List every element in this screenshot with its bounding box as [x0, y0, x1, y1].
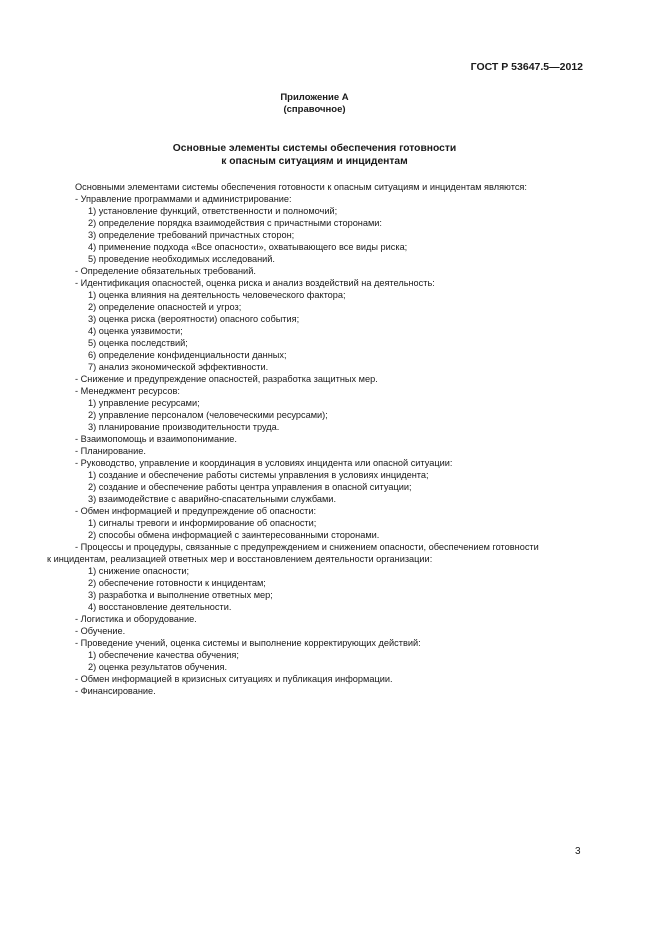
appendix-heading [0, 92, 629, 116]
list-subitem: 3) взаимодействие с аварийно-спасательными службами. [88, 494, 336, 504]
list-item-heading: - Обмен информацией и предупреждение об опасности: [75, 506, 317, 516]
list-subitem: 3) оценка риска (вероятности) опасного события; [88, 314, 300, 324]
list-subitem: 5) оценка последствий; [88, 338, 188, 348]
list-item-heading: - Планирование. [75, 446, 146, 456]
list-subitem: 5) проведение необходимых исследований. [88, 254, 275, 264]
list-subitem: 1) управление ресурсами; [88, 398, 200, 408]
list-subitem: 1) снижение опасности; [88, 566, 190, 576]
page-number: 3 [575, 846, 581, 857]
list-item-heading: - Финансирование. [75, 686, 156, 696]
list-item-heading: - Управление программами и администрирование: [75, 194, 292, 204]
document-standard-code: ГОСТ Р 53647.5—2012 [470, 61, 583, 73]
appendix-subtitle: (справочное) [283, 104, 346, 115]
list-item-heading: - Взаимопомощь и взаимопонимание. [75, 434, 237, 444]
list-item-heading: - Руководство, управление и координация в условиях инцидента или опасной ситуации: [75, 458, 453, 468]
page-title-line-1: Основные элементы системы обеспечения готовности [172, 143, 457, 154]
list-item-heading: - Обучение. [75, 626, 126, 636]
list-subitem: 2) способы обмена информацией с заинтересованными сторонами. [88, 530, 380, 540]
list-subitem: 4) применение подхода «Все опасности», охватывающего все виды риска; [88, 242, 408, 252]
appendix-title: Приложение А [280, 92, 349, 103]
list-item-continuation: к инцидентам, реализацией ответных мер и восстановлением деятельности организации: [47, 554, 433, 564]
list-subitem: 1) сигналы тревоги и информирование об опасности; [88, 518, 317, 528]
list-subitem: 6) определение конфиденциальности данных; [88, 350, 287, 360]
list-subitem: 3) планирование производительности труда. [88, 422, 280, 432]
list-subitem: 1) оценка влияния на деятельность человеческого фактора; [88, 290, 346, 300]
list-subitem: 2) управление персоналом (человеческими ресурсами); [88, 410, 328, 420]
list-subitem: 2) оценка результатов обучения. [88, 662, 228, 672]
list-subitem: 1) обеспечение качества обучения; [88, 650, 239, 660]
list-subitem: 7) анализ экономической эффективности. [88, 362, 269, 372]
intro-paragraph: Основными элементами системы обеспечения готовности к опасным ситуациям и инцидентам являются: [75, 182, 527, 192]
list-subitem: 1) создание и обеспечение работы системы управления в условиях инцидента; [88, 470, 429, 480]
list-item-heading: - Снижение и предупреждение опасностей, разработка защитных мер. [75, 374, 378, 384]
list-item-heading: - Процессы и процедуры, связанные с предупреждением и снижением опасности, обеспечением готовности [75, 542, 539, 552]
list-subitem: 1) установление функций, ответственности и полномочий; [88, 206, 338, 216]
page-title-line-2: к опасным ситуациям и инцидентам [221, 156, 408, 167]
document-body [0, 181, 661, 697]
list-subitem: 3) разработка и выполнение ответных мер; [88, 590, 273, 600]
list-subitem: 2) определение порядка взаимодействия с причастными сторонами: [88, 218, 382, 228]
list-subitem: 2) определение опасностей и угроз; [88, 302, 242, 312]
list-subitem: 3) определение требований причастных сторон; [88, 230, 295, 240]
page-title [0, 142, 629, 168]
list-subitem: 4) восстановление деятельности. [88, 602, 232, 612]
list-subitem: 4) оценка уязвимости; [88, 326, 183, 336]
list-item-heading: - Проведение учений, оценка системы и выполнение корректирующих действий: [75, 638, 421, 648]
list-item-heading: - Логистика и оборудование. [75, 614, 197, 624]
list-subitem: 2) обеспечение готовности к инцидентам; [88, 578, 266, 588]
list-item-heading: - Определение обязательных требований. [75, 266, 256, 276]
list-subitem: 2) создание и обеспечение работы центра управления в опасной ситуации; [88, 482, 412, 492]
list-item-heading: - Обмен информацией в кризисных ситуациях и публикация информации. [75, 674, 393, 684]
list-item-heading: - Менеджмент ресурсов: [75, 386, 180, 396]
list-item-heading: - Идентификация опасностей, оценка риска и анализ воздействий на деятельность: [75, 278, 435, 288]
